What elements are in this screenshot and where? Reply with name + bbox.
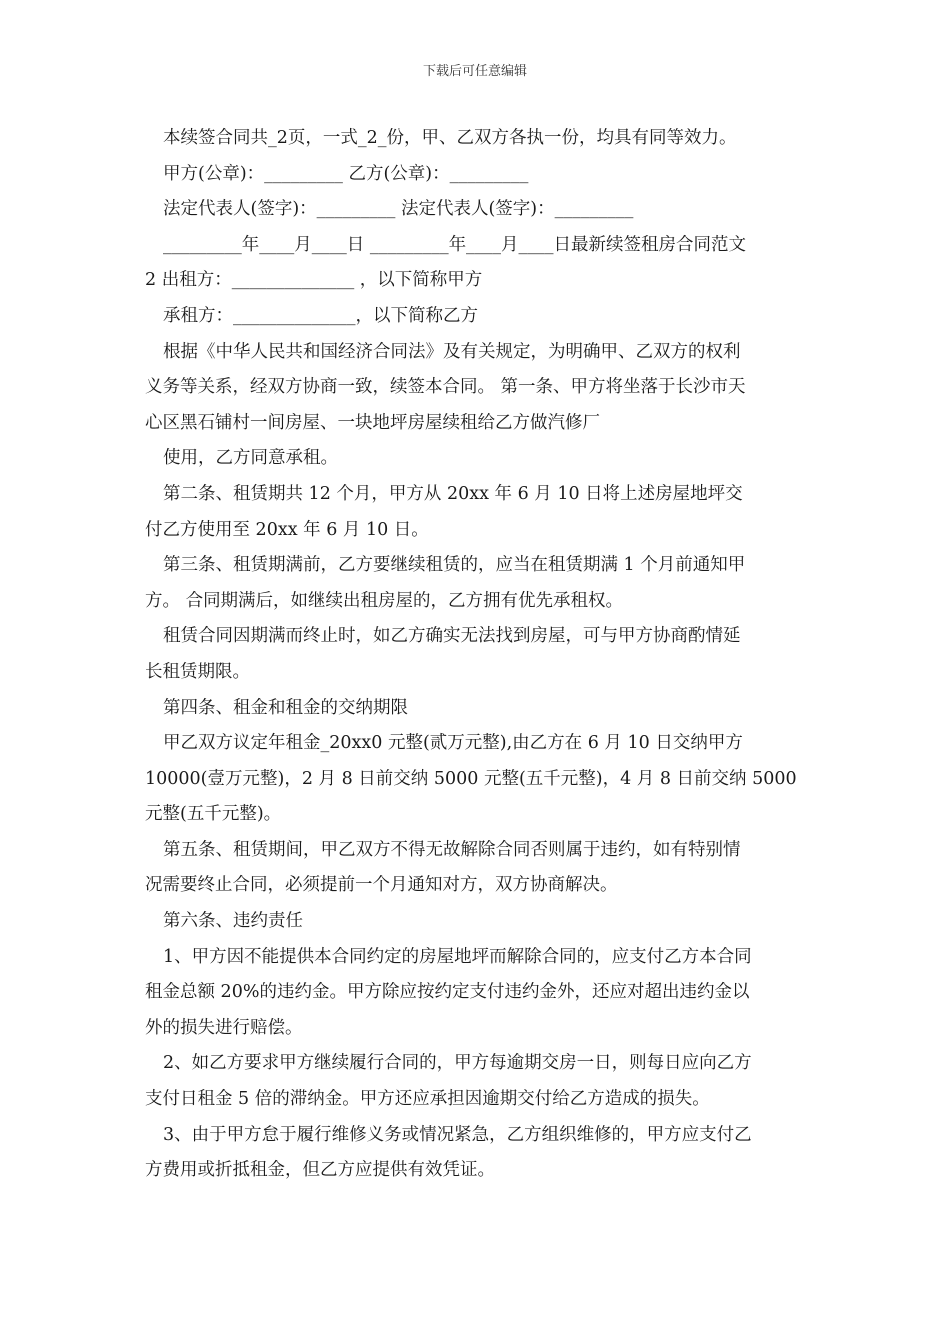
- paragraph-line: 3、由于甲方怠于履行维修义务或情况紧急，乙方组织维修的，甲方应支付乙: [163, 1124, 752, 1145]
- paragraph-line: 支付日租金 5 倍的滞纳金。甲方还应承担因逾期交付给乙方造成的损失。: [145, 1089, 710, 1110]
- paragraph-line: 第二条、租赁期共 12 个月，甲方从 20xx 年 6 月 10 日将上述房屋地坪交: [163, 483, 743, 504]
- page-header: 下载后可任意编辑: [422, 64, 527, 79]
- paragraph-line: 元整(五千元整)。: [145, 804, 282, 825]
- paragraph-line: 外的损失进行赔偿。: [145, 1017, 303, 1038]
- section-heading: 第四条、租金和租金的交纳期限: [163, 697, 408, 718]
- paragraph-line: 租金总额 20%的违约金。甲方除应按约定支付违约金外，还应对超出违约金以: [145, 982, 750, 1003]
- paragraph-line: 甲乙双方议定年租金_20xx0 元整(贰万元整),由乙方在 6 月 10 日交纳甲方: [163, 733, 743, 754]
- paragraph-line: 租赁合同因期满而终止时，如乙方确实无法找到房屋，可与甲方协商酌情延: [163, 626, 741, 647]
- section-heading: 第六条、违约责任: [163, 911, 303, 932]
- paragraph-line: 2、如乙方要求甲方继续履行合同的，甲方每逾期交房一日，则每日应向乙方: [163, 1053, 752, 1074]
- paragraph-line: 况需要终止合同，必须提前一个月通知对方，双方协商解决。: [145, 875, 618, 896]
- paragraph-line: 第五条、租赁期间，甲乙双方不得无故解除合同否则属于违约，如有特别情: [163, 839, 741, 860]
- signature-line-seal: 甲方(公章)：_________ 乙方(公章)：_________: [163, 163, 529, 184]
- paragraph-line: 10000(壹万元整)，2 月 8 日前交纳 5000 元整(五千元整)，4 月 8 日前交纳 5000: [145, 768, 797, 789]
- lessee-line: 承租方：______________，以下简称乙方: [163, 305, 478, 326]
- paragraph-line: 心区黑石铺村一间房屋、一块地坪房屋续租给乙方做汽修厂: [145, 412, 600, 433]
- paragraph-line: 1、甲方因不能提供本合同约定的房屋地坪而解除合同的，应支付乙方本合同: [163, 946, 752, 967]
- paragraph-line: 使用，乙方同意承租。: [163, 448, 338, 469]
- paragraph-line: 方费用或折抵租金，但乙方应提供有效凭证。: [145, 1160, 495, 1181]
- signature-line-representative: 法定代表人(签字)：_________ 法定代表人(签字)：_________: [163, 199, 634, 220]
- paragraph-line: 义务等关系，经双方协商一致，续签本合同。 第一条、甲方将坐落于长沙市天: [145, 377, 746, 398]
- paragraph-line: 本续签合同共_2页，一式_2_份，甲、乙双方各执一份，均具有同等效力。: [163, 128, 737, 148]
- paragraph-line: 长租赁期限。: [145, 661, 250, 682]
- paragraph-line: 第三条、租赁期满前，乙方要继续租赁的，应当在租赁期满 1 个月前通知甲: [163, 555, 746, 576]
- paragraph-line: 方。 合同期满后，如继续出租房屋的，乙方拥有优先承租权。: [145, 590, 624, 611]
- document-body: [145, 121, 810, 1189]
- date-line: _________年____月____日 _________年____月____日最新续签租房合同范文: [163, 234, 747, 255]
- lessor-line: 2 出租方：______________ ，以下简称甲方: [145, 270, 483, 291]
- paragraph-line: 付乙方使用至 20xx 年 6 月 10 日。: [145, 519, 429, 540]
- paragraph-line: 根据《中华人民共和国经济合同法》及有关规定，为明确甲、乙双方的权利: [163, 341, 741, 362]
